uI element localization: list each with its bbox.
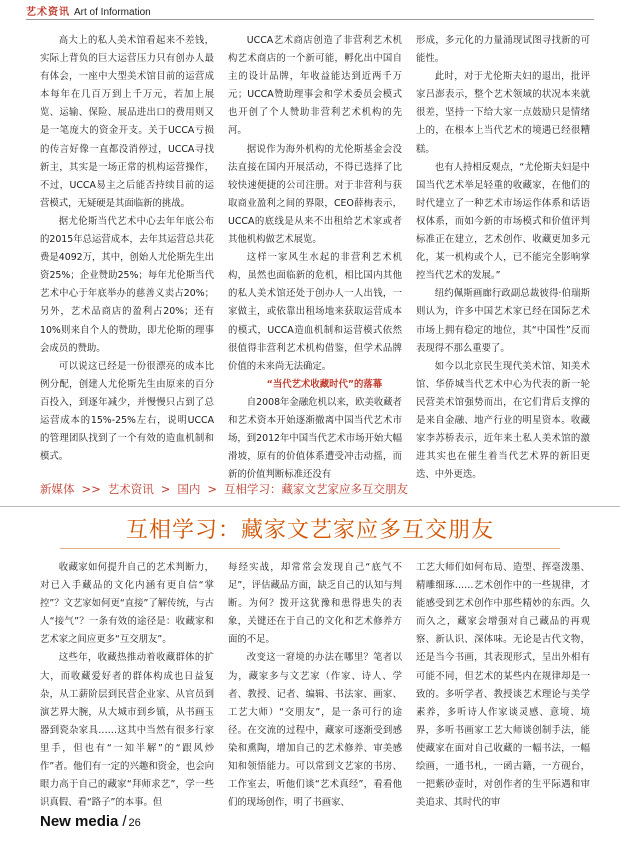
paragraph: 此时，对于尤伦斯夫妇的退出，批评家吕澎表示，整个艺术领域的状况本来就很差，坚持一下给大家一点鼓励只是情绪上的，在根本上当代艺术的境遇已经很糟糕。	[416, 71, 590, 155]
paragraph: 这样一家风生水起的非营利艺术机构，虽然也面临新的危机，相比国内其他的私人美术馆还处于创办人一人出钱，一家做主，或依靠出租场地来获取运营成本的模式，UCCA造血机制和运营模式依然很值得非营利艺术机构借鉴，但学术品牌价值的未来尚无法确定。	[228, 252, 402, 372]
paragraph: 每经实战，却常常会发现自己“底气不足”，评估藏品方面，缺乏自己的认知与判断。为何？拨开这犹豫和患得患失的表象，关键还在于自己的文化和艺术修养方面的不足。	[228, 562, 402, 646]
section-label-en: Art of Information	[74, 7, 151, 18]
upper-article-column-2	[228, 32, 402, 481]
breadcrumb	[40, 481, 408, 497]
page-number: 26	[128, 817, 141, 829]
paragraph: 自2008年金融危机以来，欧美收藏者和艺术资本开始逐渐撤离中国当代艺术市场，到2012年中国当代艺术市场开始大幅滑坡，原有的价值体系遭受冲击动摇，而新的价值判断标准还没有	[228, 396, 402, 481]
breadcrumb-separator: >>	[81, 482, 101, 496]
section-label-zh: 艺术资讯	[26, 7, 70, 18]
paragraph: 如今以北京民生现代美术馆、知美术馆、华侨城当代艺术中心为代表的新一轮民营美术馆强势而出，在它们背后支撑的是来自金融、地产行业的明星资本。收藏家李苏桥表示，近年来土私人美术馆的激进其实也在催生着当代艺术界的新旧更迭、中外更迭。	[416, 360, 590, 481]
breadcrumb-separator: >	[207, 482, 218, 496]
magazine-section-header	[26, 0, 151, 18]
breadcrumb-item-domestic[interactable]: 国内	[177, 482, 201, 496]
article-column-1	[40, 559, 214, 821]
article-column-2	[228, 559, 402, 821]
article-column-3	[416, 559, 590, 821]
section-subheading: “当代艺术收藏时代”的落幕	[266, 378, 383, 390]
paragraph: UCCA艺术商店创造了非营利艺术机构艺术商店的一个新可能，孵化出中国自主的设计品牌，年收益能达到近两千万元；UCCA赞助理事会和学术委员会模式也开创了个人赞助非营利艺术机构的先河。	[228, 35, 402, 137]
paragraph: 形成，多元化的力量涌现试图寻找新的可能性。	[416, 35, 590, 65]
paragraph: 可以说这已经是一份很漂亮的成本比例分配，创建人尤伦斯先生由原来的百分百投入，到逐年减少，并慢慢只占到了总运营成本的15%-25%左右，说明UCCA的管理团队找到了一个有效的造血机制和模式。	[40, 360, 214, 463]
paragraph: 据说作为海外机构的尤伦斯基金会没法直接在国内开展活动，不得已选择了比较快速便捷的公司注册。对于非营利与获取商业盈利之间的界限，CEO薛梅表示，UCCA的底线是从来不出租给艺术家或者其他机构做艺术展览。	[228, 143, 402, 246]
footer-brand	[40, 813, 141, 830]
paragraph: 据尤伦斯当代艺术中心去年年底公布的2015年总运营成本，去年其运营总共花费是4092万，其中，创始人尤伦斯先生出资25%；企业赞助25%；每年尤伦斯当代艺术中心于年底举办的慈善义卖占20%；另外，艺术品商店的盈利占20%；还有10%则来自个人的赞助，即尤伦斯的理事会成员的赞助。	[40, 215, 214, 354]
breadcrumb-separator: >	[160, 482, 171, 496]
paragraph: 收藏家如何提升自己的艺术判断力，对已入手藏品的文化内涵有更自信“掌控”？文艺家如何更“直接”了解传统，与古人“接气”？一条有效的途径是：收藏家和艺术家之间应更多“互交朋友”。	[40, 562, 214, 646]
footer-separator: /	[122, 813, 127, 830]
paragraph: 这些年，收藏热推动着收藏群体的扩大，而收藏爱好者的群体构成也日益复杂，从工薪阶层到民营企业家、从官员到演艺界大腕，从大城市到乡镇，从书画玉器到瓷杂家具……这其中当然有很多行家里手，但也有“一知半解”的“跟风炒作”者。他们有一定的兴趣和资金，也会向眼力高于自己的藏家“拜师求艺”，学一些识真假、看“路子”的本事。但	[40, 652, 214, 809]
header-divider	[26, 19, 594, 20]
paragraph: 高大上的私人美术馆看起来不差钱，实际上背负的巨大运营压力只有创办人最有体会，一座中大型美术馆目前的运营成本每年在几百万到上千万元，若加上展览、运输、保险、展品进出口的费用则又是一笔庞大的资金开支。关于UCCA亏损的传言好像一直都没消停过，UCCA寻找新主，其实是一场正常的机构运营操作，不过，UCCA易主之后能否持续目前的运营模式，无疑硬是其面临新的挑战。	[40, 35, 214, 209]
magazine-logo: New media	[40, 813, 119, 830]
paragraph: 工艺大师们如何布局、造型、挥毫泼墨、精雕细琢……艺术创作中的一些规律，才能感受到艺术创作中那些精妙的东西。久而久之，藏家会增强对自己藏品的再观察、新认识、深体味。无论是古代文物，还是当今书画，其表现形式，呈出外相有可能不同，但艺术的某些内在规律却是一致的。多听学者、教授谈艺术理论与美学素养，多听诗人作家谈灵感、意境、境界，多听书画家工艺大师谈创制手法，能使藏家在面对自己收藏的一幅书法，一幅绘画，一通书札，一函古籍，一方砚台，一把紫砂壶时，对创作者的生平际遇和审美追求、其时代的审	[416, 562, 590, 809]
upper-article-column-1	[40, 32, 214, 474]
breadcrumb-item-current-article: 互相学习：藏家文艺家应多互交朋友	[224, 482, 409, 496]
paragraph: 也有人持相反观点，“尤伦斯夫妇是中国当代艺术举足轻重的收藏家，在他们的时代建立了一种艺术市场运作体系和话语权体系，而如今新的市场模式和价值评判标准正在建立，艺术创作、收藏更加多元化，某一机构或个人，已不能完全影响掌控当代艺术的发展。”	[416, 161, 590, 282]
upper-article-column-3	[416, 32, 590, 481]
article-title: 互相学习：藏家文艺家应多互交朋友	[125, 518, 494, 543]
breadcrumb-item-new-media[interactable]: 新媒体	[40, 482, 75, 496]
section-divider	[0, 506, 620, 507]
title-underline	[60, 548, 560, 549]
paragraph: 改变这一窘境的办法在哪里？笔者以为，藏家多与文艺家（作家、诗人、学者、教授、记者、编辑、书法家、画家、工艺大师）“交朋友”，是一条可行的途径。在交流的过程中，藏家可逐渐受到感染和熏陶，增加自己的艺术修养、审美感知和领悟能力。可以常到文艺家的书房、工作室去，听他们谈“艺术真经”，看看他们的现场创作，明了书画家、	[228, 652, 402, 809]
paragraph: 纽约佩斯画廊行政副总裁彼得·伯瑞斯则认为，许多中国艺术家已经在国际艺术市场上拥有稳定的地位，其“中国性”反而表现得不那么重要了。	[416, 288, 590, 354]
breadcrumb-item-art-news[interactable]: 艺术资讯	[107, 482, 154, 496]
